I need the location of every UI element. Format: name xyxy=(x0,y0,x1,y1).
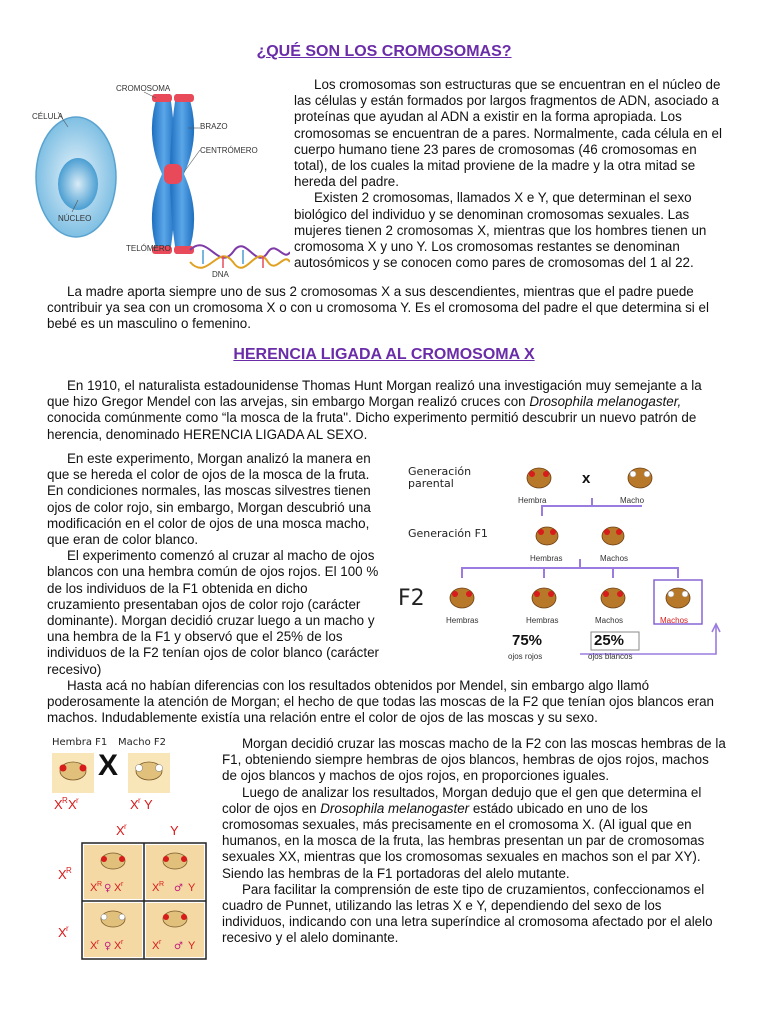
herencia-paragraph-5: Morgan decidió cruzar las moscas macho de la F2 con las moscas hembras de la F1, obteniendo siempre hembras de ojos blancos, hembras de ojos rojos, machos de ojos blancos y machos de ojos rojos, en proporciones iguales. xyxy=(222,736,726,784)
hembra-f1-label: Hembra F1 xyxy=(52,737,108,748)
punnett-cross-symbol: X xyxy=(98,749,119,782)
svg-text:R: R xyxy=(97,881,103,888)
svg-text:♀: ♀ xyxy=(104,883,112,894)
svg-text:X: X xyxy=(54,797,63,812)
intro-paragraph-2: Existen 2 cromosomas, llamados X e Y, que determinan el sexo biológico del individuo y se denominan cromosomas sexuales. Las mujeres tienen 2 cromosomas X, mientras que los hombres tienen un cromosoma X y uno Y. Los cromosomas restantes se denominan autosómicos y se conocen como pares de cromosomas del 1 al 22. xyxy=(294,190,707,271)
svg-text:r: r xyxy=(97,939,100,946)
svg-text:X: X xyxy=(90,940,98,952)
label-telomero: TELÓMERO xyxy=(126,244,171,253)
svg-text:Y: Y xyxy=(188,940,196,952)
f2-machos-label-2: Machos xyxy=(660,616,689,625)
generacion-f1-label: Generación F1 xyxy=(408,527,488,540)
svg-text:X: X xyxy=(58,925,67,940)
svg-text:R: R xyxy=(62,796,68,805)
intro-paragraph-3: La madre aporta siempre uno de sus 2 cromosomas X a sus descendientes, mientras que el padre puede contribuir ya sea con un cromosoma X o con u cromosoma Y. Es el cromosoma del padre el que determina si el bebé es un masculino o femenino. xyxy=(47,284,709,332)
svg-text:Y: Y xyxy=(170,823,179,838)
svg-text:X: X xyxy=(68,797,77,812)
svg-text:X: X xyxy=(152,940,160,952)
herencia-paragraph-1: En 1910, el naturalista estadounidense Thomas Hunt Morgan realizó una investigación muy semejante a la que hizo Gregor Mendel con las arvejas, sin embargo Morgan realizó cruces con Drosophila melanogaster, conocida comúnmente como “la mosca de la fruta". Dicho experimento permitió descubrir un nuevo patrón de herencia, denominado HERENCIA LIGADA AL SEXO. xyxy=(47,378,702,442)
herencia-paragraph-2: En este experimento, Morgan analizó la manera en que se hereda el color de ojos de la mosca de la fruta. En condiciones normales, las moscas silvestres tienen ojos de color rojo, sin embargo, Morgan descubrió una modificación en el color de ojos de una mosca macho, que eran de color blanco. xyxy=(47,451,371,548)
ojos-blancos-label: ojos blancos xyxy=(588,652,633,661)
punnett-square-figure xyxy=(48,735,216,971)
generacion-parental-label: Generación parental xyxy=(408,465,472,490)
label-cromosoma: CROMOSOMA xyxy=(116,84,171,93)
svg-text:r: r xyxy=(159,939,162,946)
ojos-rojos-label: ojos rojos xyxy=(508,652,543,661)
f1-hembras-label: Hembras xyxy=(530,554,563,563)
pct-25: 25% xyxy=(594,632,625,649)
svg-text:r: r xyxy=(124,822,127,831)
svg-text:r: r xyxy=(121,939,124,946)
svg-text:X: X xyxy=(130,797,139,812)
label-dna: DNA xyxy=(212,270,229,279)
label-nucleo: NÚCLEO xyxy=(58,214,92,223)
label-celula: CÉLULA xyxy=(32,112,64,121)
svg-text:♂: ♂ xyxy=(174,941,183,952)
pct-75: 75% xyxy=(512,632,543,649)
svg-text:X: X xyxy=(152,882,160,894)
svg-text:r: r xyxy=(138,796,141,805)
svg-text:R: R xyxy=(66,866,72,875)
svg-text:X: X xyxy=(114,940,122,952)
herencia-text-2 xyxy=(47,678,727,727)
hembra-label: Hembra xyxy=(518,496,547,505)
macho-f2-label: Macho F2 xyxy=(118,737,167,748)
f2-machos-label-1: Machos xyxy=(595,616,624,625)
f2-hembras-label-2: Hembras xyxy=(526,616,559,625)
herencia-text-right xyxy=(222,736,727,947)
svg-text:r: r xyxy=(66,924,69,933)
herencia-text-left xyxy=(47,451,381,678)
svg-text:r: r xyxy=(121,881,124,888)
intro-text-block xyxy=(294,77,726,271)
f1-machos-label: Machos xyxy=(600,554,629,563)
intro-paragraph-1: Los cromosomas son estructuras que se encuentran en el núcleo de las células y están formados por largos fragmentos de ADN, asociado a proteínas que ayudan al ADN a existir en la forma apropiada. Los cromosomas se encuentran de a pares. Normalmente, cada célula en el cuerpo humano tiene 23 pares de cromosomas (46 cromosomas en total), de los cuales la mitad proviene de la madre y la otra mitad se hereda del padre. xyxy=(294,77,722,190)
section-title-herencia: HERENCIA LIGADA AL CROMOSOMA X xyxy=(233,346,535,363)
svg-text:♀: ♀ xyxy=(104,941,112,952)
svg-text:X: X xyxy=(114,882,122,894)
svg-text:R: R xyxy=(159,881,165,888)
svg-text:r: r xyxy=(76,796,79,805)
f2-hembras-label-1: Hembras xyxy=(446,616,479,625)
svg-text:X: X xyxy=(58,867,67,882)
svg-text:Y: Y xyxy=(188,882,196,894)
svg-text:Y: Y xyxy=(144,797,153,812)
herencia-text-1 xyxy=(47,378,727,443)
svg-text:X: X xyxy=(116,823,125,838)
herencia-paragraph-4: Hasta acá no habían diferencias con los resultados obtenidos por Mendel, sin embargo algo llamó poderosamente la atención de Morgan; el hecho de que todas las moscas de la F2 que tenían ojos blancos eran machos. Indudablemente existía una relación entre el color de ojos de las moscas y su sexo. xyxy=(47,678,714,726)
page-title: ¿QUÉ SON LOS CROMOSOMAS? xyxy=(256,43,512,60)
herencia-paragraph-6: Luego de analizar los resultados, Morgan dedujo que el gen que determina el color de ojos en Drosophila melanogaster estádo ubicado en uno de los cromosomas sexuales, más precisamente en el cromosoma X. (Al igual que en humanos, en la mosca de la fruta, las hembras presentan un par de cromosomas sexuales XX, mientras que los cromosomas sexuales en machos son el par XY). Siendo las hembras de la F1 portadoras del alelo mutante. xyxy=(222,784,705,881)
herencia-paragraph-7: Para facilitar la comprensión de este tipo de cruzamientos, confeccionamos el cuadro de Punnet, utilizando las letras X e Y, dependiendo del sexo de los individuos, indicando con una letra superíndice al cromosoma afectado por el alelo recesivo y el alelo dominante. xyxy=(222,881,713,946)
svg-text:X: X xyxy=(90,882,98,894)
svg-text:♂: ♂ xyxy=(174,883,183,894)
morgan-experiment-figure xyxy=(392,456,732,666)
chromosome-figure xyxy=(28,72,290,282)
punnett-square-diagram xyxy=(48,735,216,971)
herencia-paragraph-3: El experimento comenzó al cruzar al macho de ojos blancos con una hembra común de ojos rojos. El 100 % de los individuos de la F1 obtenida en dicho cruzamiento presentaban ojos de color rojo (carácter dominante). Morgan decidió cruzar luego a un macho y una hembra de la F1 y observó que el 25% de los individuos de la F2 tenían ojos de color blanco (carácter recesivo) xyxy=(47,548,379,677)
cross-symbol: x xyxy=(582,470,591,487)
label-centromero: CENTRÓMERO xyxy=(200,146,258,155)
label-brazo: BRAZO xyxy=(200,122,228,131)
f2-label: F2 xyxy=(398,586,425,611)
intro-text-full xyxy=(47,284,727,333)
macho-label: Macho xyxy=(620,496,645,505)
